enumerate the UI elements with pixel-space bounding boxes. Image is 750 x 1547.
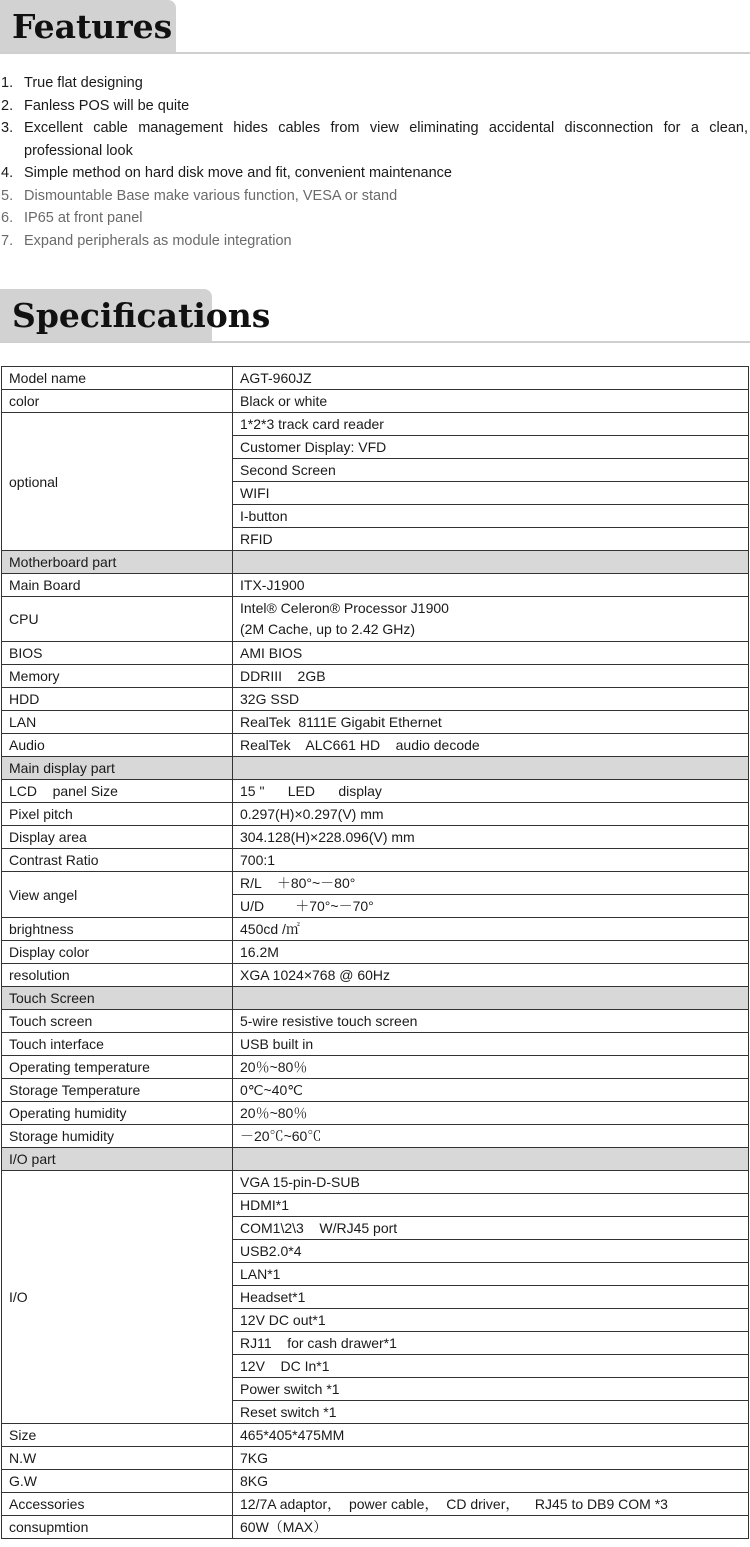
spec-row-pixel-pitch: Pixel pitch 0.297(H)×0.297(V) mm (2, 803, 749, 826)
spec-row-brightness: brightness 450cd /㎡ (2, 918, 749, 941)
specifications-header (0, 289, 750, 343)
spec-row-io: COM1\2\3 W/RJ45 port (2, 1217, 749, 1240)
spec-row-net-weight: N.W 7KG (2, 1447, 749, 1470)
spec-row-consumption: consupmtion 60W（MAX） (2, 1516, 749, 1539)
feature-item: 7. Expand peripherals as module integration (1, 232, 292, 249)
feature-list (0, 72, 750, 252)
section-row-display: Main display part (2, 757, 749, 780)
features-header (0, 0, 750, 54)
spec-row-lan: LAN RealTek 8111E Gigabit Ethernet (2, 711, 749, 734)
spec-row-accessories: Accessories 12/7A adaptor， power cable， CD driver， RJ45 to DB9 COM *3 (2, 1493, 749, 1516)
spec-row-optional: WIFI (2, 482, 749, 505)
spec-row-optional: RFID (2, 528, 749, 551)
spec-row-optional: Second Screen (2, 459, 749, 482)
feature-item: 3. Excellent cable management hides cables from view eliminating accidental disconnection for a clean, professional look (1, 120, 748, 159)
spec-row-hdd: HDD 32G SSD (2, 688, 749, 711)
features-title: Features (0, 0, 176, 53)
features-divider (0, 52, 750, 54)
spec-row-io: I/O VGA 15-pin-D-SUB (2, 1171, 749, 1194)
spec-row-gross-weight: G.W 8KG (2, 1470, 749, 1493)
spec-row-bios: BIOS AMI BIOS (2, 642, 749, 665)
spec-row-display-area: Display area 304.128(H)×228.096(V) mm (2, 826, 749, 849)
spec-row-audio: Audio RealTek ALC661 HD audio decode (2, 734, 749, 757)
spec-row-optional: optional 1*2*3 track card reader (2, 413, 749, 436)
feature-item: 1. True flat designing (1, 75, 143, 91)
spec-row-contrast: Contrast Ratio 700:1 (2, 849, 749, 872)
spec-row-io: Headset*1 (2, 1286, 749, 1309)
spec-row-cpu: CPU Intel® Celeron® Processor J1900 (2M Cache, up to 2.42 GHz) (2, 597, 749, 642)
spec-row-io: Power switch *1 (2, 1378, 749, 1401)
spec-row-touch-screen: Touch screen 5-wire resistive touch screen (2, 1010, 749, 1033)
spec-row-color: color Black or white (2, 390, 749, 413)
spec-table (1, 366, 749, 1539)
section-row-motherboard: Motherboard part (2, 551, 749, 574)
feature-item: 5. Dismountable Base make various function, VESA or stand (1, 187, 398, 204)
spec-row-main-board: Main Board ITX-J1900 (2, 574, 749, 597)
spec-row-storage-temperature: Storage Temperature 0℃~40℃ (2, 1079, 749, 1102)
spec-row-resolution: resolution XGA 1024×768 @ 60Hz (2, 964, 749, 987)
spec-row-touch-interface: Touch interface USB built in (2, 1033, 749, 1056)
spec-row-view-angle: View angel R/L ＋80°~－80° (2, 872, 749, 895)
spec-row-size: Size 465*405*475MM (2, 1424, 749, 1447)
feature-item: 6. IP65 at front panel (1, 210, 143, 226)
spec-row-operating-humidity: Operating humidity 20％~80％ (2, 1102, 749, 1125)
feature-item: 2. Fanless POS will be quite (1, 97, 190, 114)
spec-row-model-name: Model name AGT-960JZ (2, 367, 749, 390)
specifications-title: Specifications (0, 289, 212, 342)
spec-row-optional: I-button (2, 505, 749, 528)
spec-row-io: LAN*1 (2, 1263, 749, 1286)
spec-row-view-angle: U/D ＋70°~－70° (2, 895, 749, 918)
spec-row-lcd: LCD panel Size 15 " LED display (2, 780, 749, 803)
spec-row-io: HDMI*1 (2, 1194, 749, 1217)
section-row-io: I/O part (2, 1148, 749, 1171)
spec-row-operating-temperature: Operating temperature 20％~80％ (2, 1056, 749, 1079)
spec-row-io: Reset switch *1 (2, 1401, 749, 1424)
spec-row-storage-humidity: Storage humidity －20℃~60℃ (2, 1125, 749, 1148)
feature-item: 4. Simple method on hard disk move and fit, convenient maintenance (1, 165, 452, 181)
section-row-touch: Touch Screen (2, 987, 749, 1010)
spec-row-optional: Customer Display: VFD (2, 436, 749, 459)
spec-row-io: 12V DC In*1 (2, 1355, 749, 1378)
spec-row-display-color: Display color 16.2M (2, 941, 749, 964)
spec-row-memory: Memory DDRIII 2GB (2, 665, 749, 688)
spec-row-io: RJ11 for cash drawer*1 (2, 1332, 749, 1355)
spec-row-io: USB2.0*4 (2, 1240, 749, 1263)
specifications-divider (0, 341, 750, 343)
spec-row-io: 12V DC out*1 (2, 1309, 749, 1332)
